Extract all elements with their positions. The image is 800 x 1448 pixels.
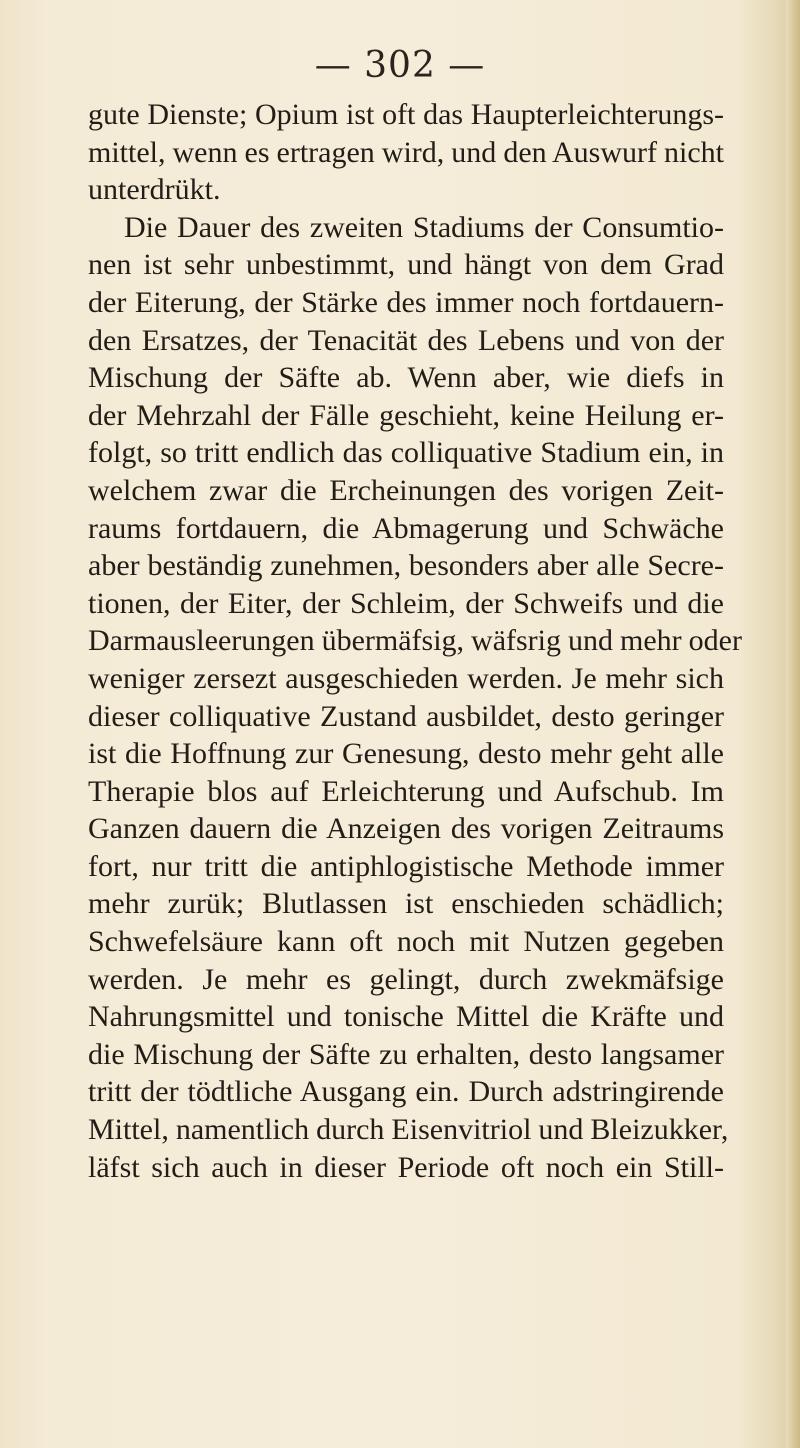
text-line: der Eiterung, der Stärke des immer noch fortdauern- xyxy=(88,285,724,319)
text-line: läfst sich auch in dieser Periode oft noch ein Still- xyxy=(88,1150,724,1184)
page-edge xyxy=(786,0,800,1448)
text-line: den Ersatzes, der Tenacität des Lebens und von der xyxy=(88,323,724,357)
text-line: gute Dienste; Opium ist oft das Haupterleichterungs- xyxy=(88,98,724,131)
text-line: raums fortdauern, die Abmagerung und Schwäche xyxy=(88,511,724,545)
text-line: unterdrükt. xyxy=(88,173,221,207)
text-line: Mischung der Säfte ab. Wenn aber, wie diefs in xyxy=(88,361,724,395)
text-line: fort, nur tritt die antiphlogistische Methode immer xyxy=(88,849,724,883)
text-line: aber beständig zunehmen, besonders aber alle Secre- xyxy=(88,549,724,583)
page-number: — 302 — xyxy=(314,45,486,86)
text-line: Nahrungsmittel und tonische Mittel die Kräfte und xyxy=(88,1000,724,1034)
text-line: die Mischung der Säfte zu erhalten, desto langsamer xyxy=(88,1037,724,1071)
text-line: Darmausleerungen übermäfsig, wäfsrig und mehr oder xyxy=(88,624,742,658)
text-line: werden. Je mehr es gelingt, durch zwekmäfsige xyxy=(88,962,724,996)
text-line: tritt der tödtliche Ausgang ein. Durch adstringirende xyxy=(88,1075,724,1109)
text-line: Mittel, namentlich durch Eisenvitriol und Bleizukker, xyxy=(88,1113,729,1147)
text-line: Schwefelsäure kann oft noch mit Nutzen gegeben xyxy=(88,925,724,959)
text-line: Ganzen dauern die Anzeigen des vorigen Zeitraums xyxy=(88,812,724,846)
text-line: mehr zurük; Blutlassen ist enschieden schädlich; xyxy=(88,887,724,921)
text-line: der Mehrzahl der Fälle geschieht, keine Heilung er- xyxy=(88,398,724,432)
text-line: Therapie blos auf Erleichterung und Aufschub. Im xyxy=(88,774,724,808)
text-line: nen ist sehr unbestimmt, und hängt von dem Grad xyxy=(88,248,724,282)
text-line: Die Dauer des zweiten Stadiums der Consumtio- xyxy=(124,210,724,244)
text-line: welchem zwar die Ercheinungen des vorigen Zeit- xyxy=(88,473,724,507)
text-line: ist die Hoffnung zur Genesung, desto mehr geht alle xyxy=(88,737,724,771)
text-line: folgt, so tritt endlich das colliquative Stadium ein, in xyxy=(88,436,724,470)
text-line: dieser colliquative Zustand ausbildet, desto geringer xyxy=(88,699,724,733)
body-text xyxy=(88,96,742,1186)
text-line: mittel, wenn es ertragen wird, und den Auswurf nicht xyxy=(88,135,724,169)
text-line: tionen, der Eiter, der Schleim, der Schweifs und die xyxy=(88,586,724,620)
text-line: weniger zersezt ausgeschieden werden. Je mehr sich xyxy=(88,661,724,695)
